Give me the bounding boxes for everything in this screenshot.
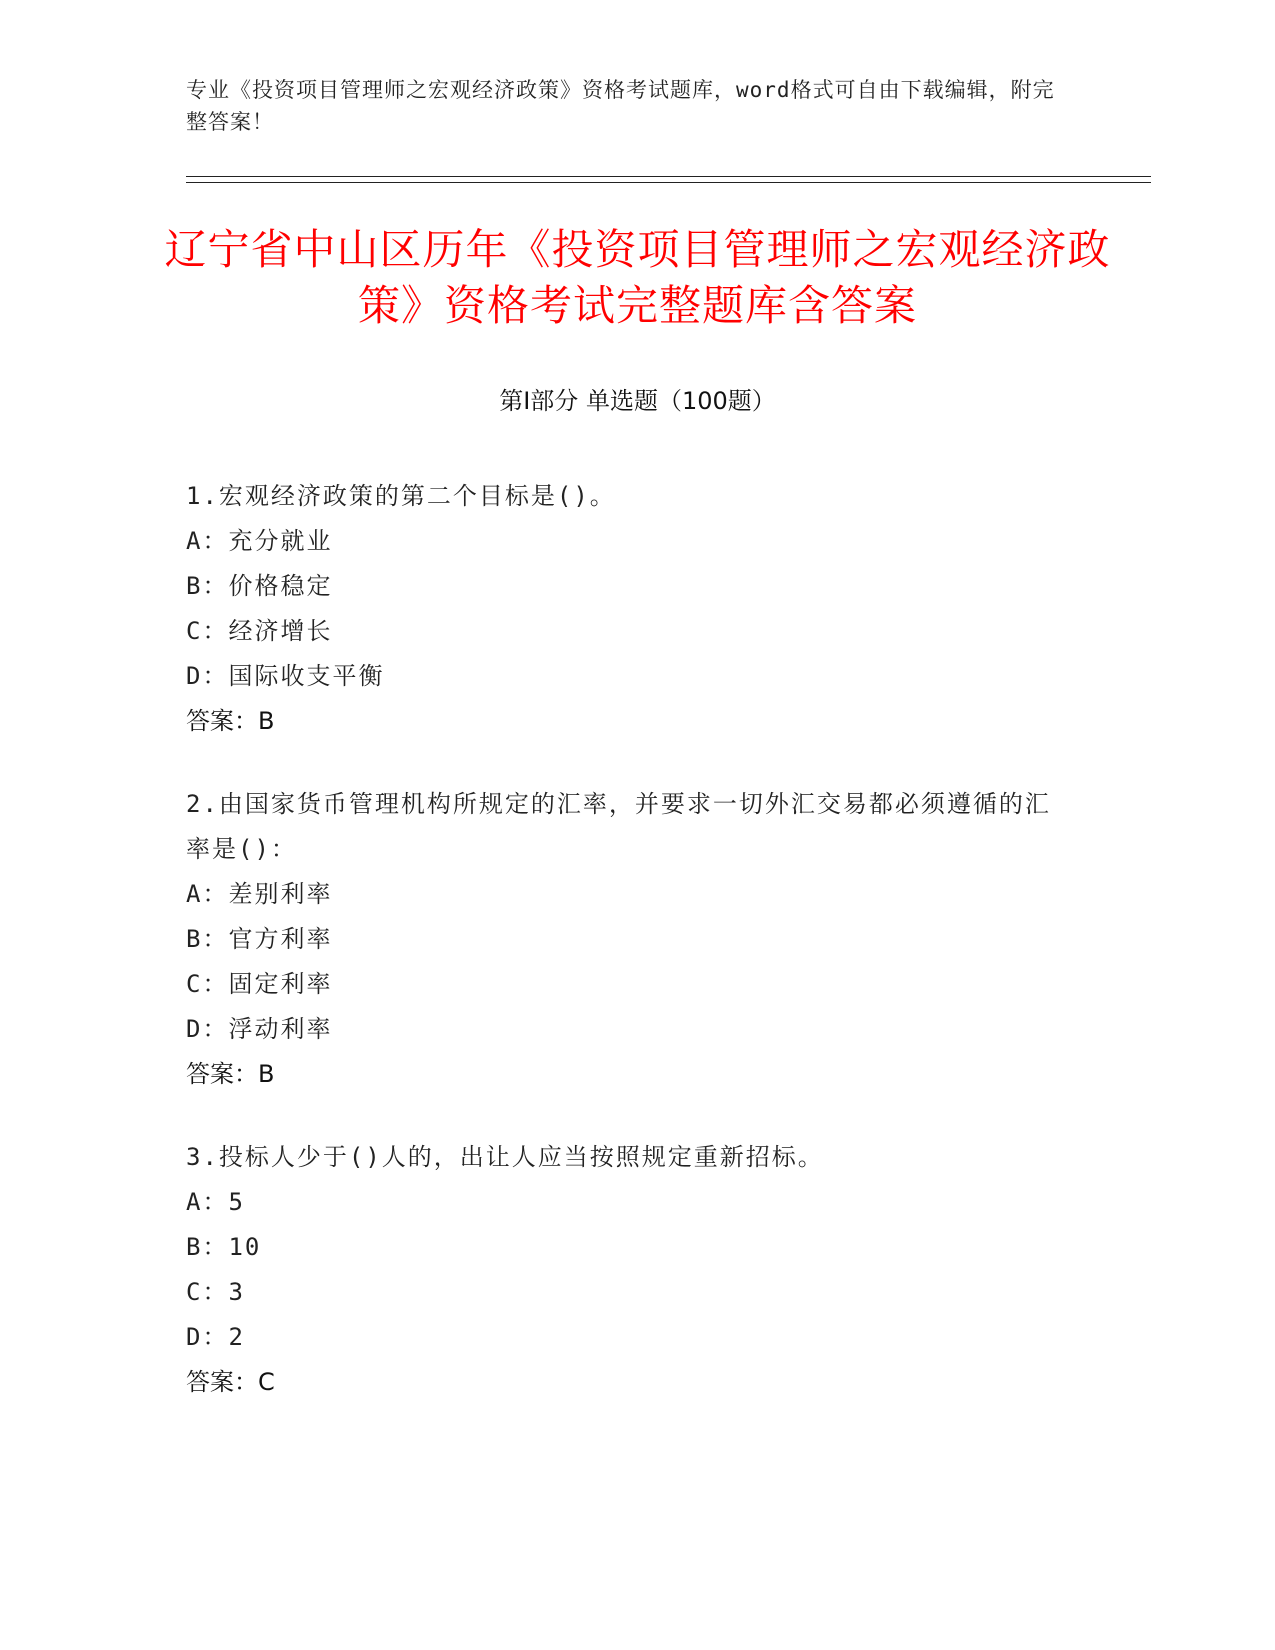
question-2 [186, 782, 1076, 1097]
question-stem: 3.投标人少于()人的，出让人应当按照规定重新招标。 [186, 1143, 824, 1171]
question-1 [186, 474, 1076, 744]
question-stem: 1.宏观经济政策的第二个目标是()。 [186, 482, 616, 510]
answer-label: 答案：B [186, 1060, 275, 1088]
option-c: C：经济增长 [186, 617, 333, 645]
option-d: D：2 [186, 1323, 245, 1351]
header-divider-thick [186, 176, 1151, 177]
header-note: 专业《投资项目管理师之宏观经济政策》资格考试题库，word格式可自由下载编辑，附完整答案！ [186, 78, 1055, 134]
option-c: C：固定利率 [186, 970, 333, 998]
document-title: 辽宁省中山区历年《投资项目管理师之宏观经济政策》资格考试完整题库含答案 [164, 225, 1111, 330]
option-b: B：官方利率 [186, 925, 333, 953]
option-a: A：5 [186, 1188, 245, 1216]
option-a: A：充分就业 [186, 527, 333, 555]
question-3 [186, 1135, 1076, 1405]
section-title: 第Ⅰ部分 单选题（100题） [499, 387, 776, 415]
option-a: A：差别利率 [186, 880, 333, 908]
option-b: B：10 [186, 1233, 262, 1261]
question-stem: 2.由国家货币管理机构所规定的汇率，并要求一切外汇交易都必须遵循的汇率是()： [186, 790, 1051, 863]
question-list [186, 474, 1076, 1443]
option-d: D：浮动利率 [186, 1015, 333, 1043]
option-b: B：价格稳定 [186, 572, 333, 600]
answer-label: 答案：B [186, 707, 275, 735]
option-d: D：国际收支平衡 [186, 662, 385, 690]
header-divider-thin [186, 182, 1151, 183]
option-c: C：3 [186, 1278, 245, 1306]
answer-label: 答案：C [186, 1368, 275, 1396]
